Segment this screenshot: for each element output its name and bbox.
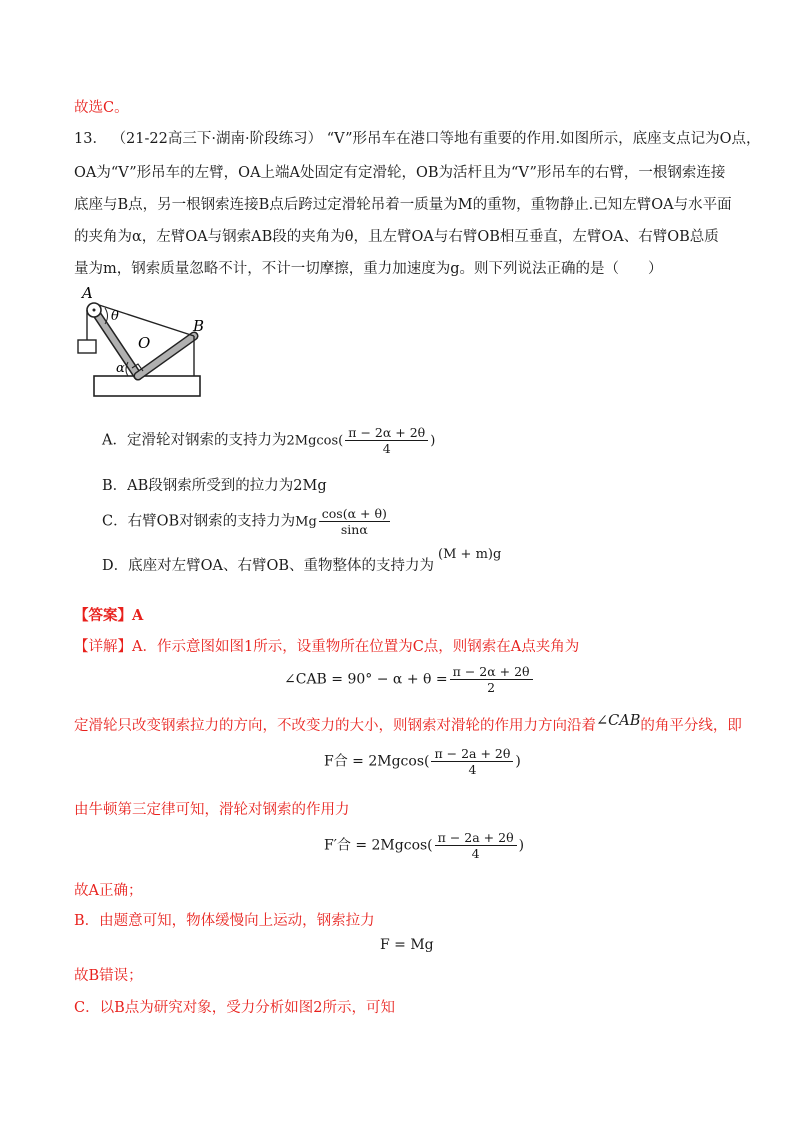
detail-line-2 (74, 713, 742, 736)
detail-line-1 (74, 637, 579, 657)
eq3-rhs: ) (518, 837, 525, 854)
equation-f-total (324, 746, 521, 777)
eq2-lhs: F合 = 2Mgcos( (324, 753, 430, 770)
eq2-num: π − 2a + 2θ (434, 746, 511, 761)
detail-text-2b: 的角平分线，即 (640, 718, 742, 734)
label-theta: θ (111, 309, 119, 324)
label-alpha: α (116, 361, 125, 376)
label-o: O (138, 334, 151, 352)
label-b: B (193, 317, 205, 335)
crane-base (94, 376, 200, 396)
option-a-text: A．定滑轮对钢索的支持力为 (102, 432, 287, 449)
answer-label: 【答案】A (74, 607, 144, 624)
option-a-expr-suffix: ) (430, 433, 436, 449)
equation-f-mg: F = Mg (380, 937, 434, 953)
question-number: 13． (74, 131, 107, 147)
detail-line-4: 故A正确； (74, 883, 143, 899)
option-b[interactable]: B．AB段钢索所受到的拉力为2Mg (102, 478, 327, 494)
previous-answer: 故选C。 (74, 100, 129, 116)
detail-symbol-cab: ∠CAB (596, 713, 641, 729)
equation-angle-cab (284, 664, 535, 695)
eq1-lhs: ∠CAB = 90° − α + θ = (284, 671, 448, 688)
detail-line-3: 由牛顿第三定律可知，滑轮对钢索的作用力 (74, 802, 350, 818)
question-line-3: 底座与B点，另一根钢索连接B点后跨过定滑轮吊着一质量为M的重物，重物静止.已知左臂OA与水平面 (74, 197, 732, 213)
option-c-num: cos(α + θ) (321, 506, 387, 521)
eq1-num: π − 2α + 2θ (452, 664, 530, 679)
option-c-den: sinα (319, 521, 390, 537)
option-c[interactable] (102, 506, 392, 537)
option-a-expr-prefix: 2Mgcos( (286, 433, 344, 449)
question-header (74, 129, 761, 149)
detail-label: 【详解】 (74, 639, 132, 655)
equation-f-prime (324, 830, 524, 861)
question-line-4: 的夹角为α，左臂OA与钢索AB段的夹角为θ，且左臂OA与右臂OB相互垂直，左臂OA、右臂OB总质 (74, 229, 719, 245)
option-c-text: C．右臂OB对钢索的支持力为 (102, 513, 296, 530)
option-c-fraction (319, 506, 390, 537)
option-a-den: 4 (345, 440, 428, 456)
question-line-1: “V”形吊车在港口等地有重要的作用.如图所示，底座支点记为O点， (326, 131, 761, 147)
weight-m (78, 340, 96, 353)
detail-text-2a: 定滑轮只改变钢索拉力的方向，不改变力的大小，则钢索对滑轮的作用力方向沿着 (74, 718, 596, 734)
label-a: A (82, 284, 93, 302)
eq1-den: 2 (450, 679, 533, 695)
option-a[interactable] (102, 425, 435, 456)
eq3-lhs: F′合 = 2Mgcos( (324, 837, 433, 854)
option-d-expr: (M + m)g (438, 547, 502, 562)
eq3-den: 4 (435, 845, 517, 861)
eq3-num: π − 2a + 2θ (437, 830, 514, 845)
option-a-fraction (345, 425, 428, 456)
detail-line-7: C．以B点为研究对象，受力分析如图2所示，可知 (74, 1000, 395, 1016)
option-c-expr-prefix: Mg (295, 514, 317, 530)
detail-line-5: B．由题意可知，物体缓慢向上运动，钢索拉力 (74, 913, 375, 929)
option-d[interactable] (102, 547, 502, 575)
option-a-num: π − 2α + 2θ (348, 425, 426, 440)
question-line-5: 量为m，钢索质量忽略不计，不计一切摩擦，重力加速度为g。则下列说法正确的是（ ） (74, 261, 663, 277)
crane-figure (74, 284, 208, 400)
question-source: （21-22高三下·湖南·阶段练习） (111, 131, 323, 147)
detail-line-6: 故B错误； (74, 968, 143, 984)
option-d-text: D．底座对左臂OA、右臂OB、重物整体的支持力为 (102, 558, 435, 574)
eq2-den: 4 (431, 761, 513, 777)
question-line-2: OA为“V”形吊车的左臂，OA上端A处固定有定滑轮，OB为活杆且为“V”形吊车的右臂，一根钢索连接 (74, 165, 726, 181)
detail-text-1: A．作示意图如图1所示，设重物所在位置为C点，则钢索在A点夹角为 (132, 639, 580, 655)
eq2-rhs: ) (515, 753, 521, 770)
